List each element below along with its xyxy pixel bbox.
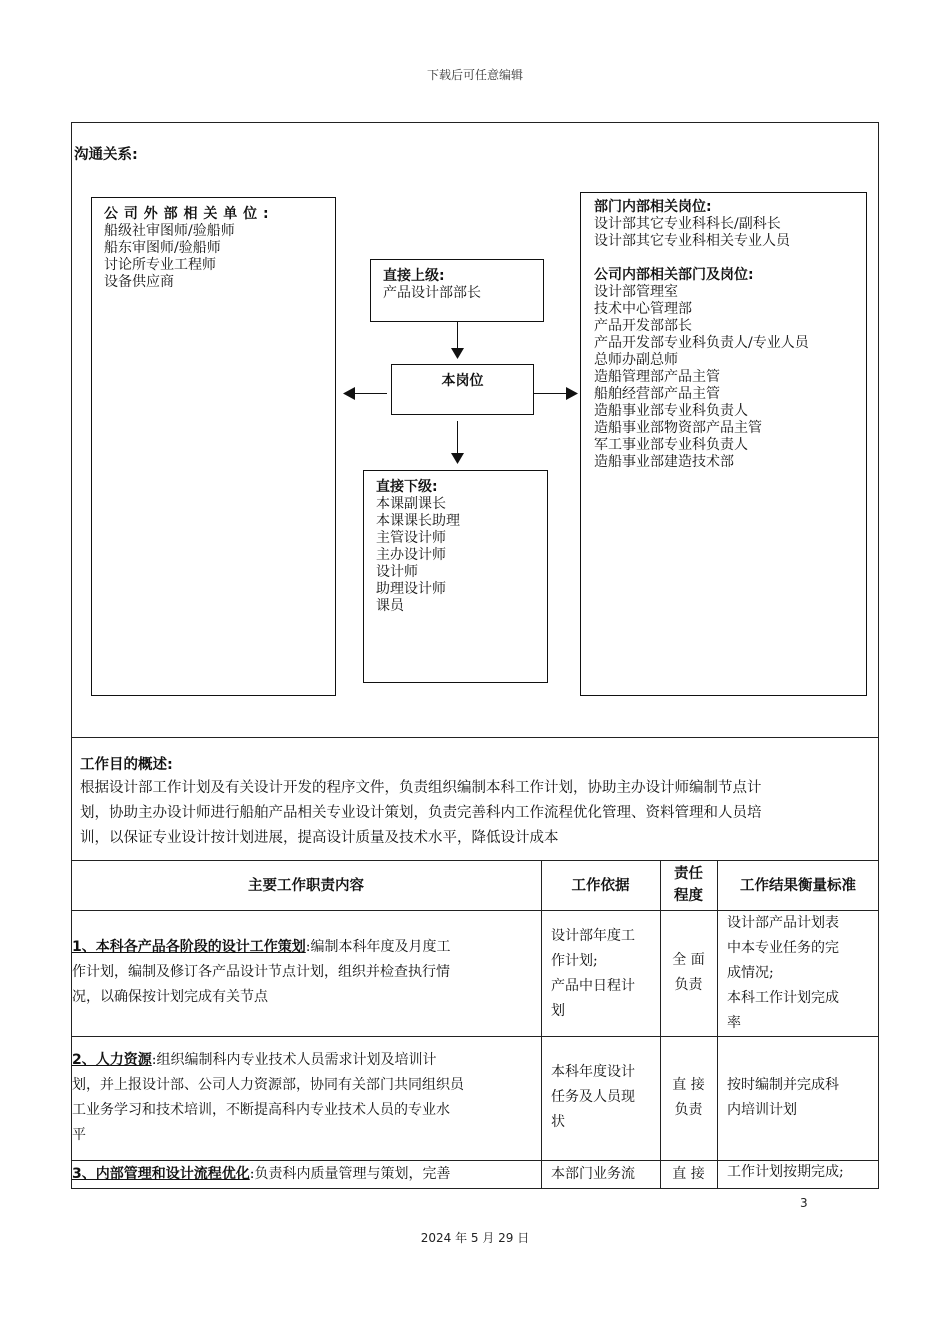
row-1-resp-line: 全 面 bbox=[672, 952, 705, 968]
col-divider-1 bbox=[541, 860, 542, 1189]
row-3-content bbox=[72, 1162, 538, 1187]
row-1-resp-line: 负责 bbox=[674, 977, 703, 993]
company-internal-item: 造船管理部产品主管 bbox=[594, 369, 720, 385]
direct-superior-title: 直接上级: bbox=[383, 268, 445, 284]
subordinate-item: 本课课长助理 bbox=[376, 513, 460, 529]
header-responsibility-line-1: 责任 bbox=[674, 866, 703, 882]
arrow-down-2-head bbox=[451, 453, 464, 465]
arrow-down-2 bbox=[457, 421, 458, 454]
arrow-down-1-head bbox=[451, 348, 464, 360]
communication-title: 沟通关系: bbox=[74, 147, 138, 163]
row-2-line: :组织编制科内专业技术人员需求计划及培训计 bbox=[151, 1052, 437, 1068]
purpose-line: 划，协助主办设计师进行船舶产品相关专业设计策划，负责完善科内工作流程优化管理、资料管理和人员培 bbox=[80, 805, 762, 821]
row-2-resp-line: 负责 bbox=[674, 1102, 703, 1118]
row-2-line: 工业务学习和技术培训，不断提高科内专业技术人员的专业水 bbox=[72, 1102, 450, 1118]
direct-subordinate-box bbox=[363, 470, 548, 683]
external-unit-item: 讨论所专业工程师 bbox=[104, 257, 216, 273]
row-2-content bbox=[72, 1048, 538, 1148]
subordinate-item: 设计师 bbox=[376, 564, 418, 580]
subordinate-item: 主管设计师 bbox=[376, 530, 446, 546]
company-internal-item: 造船事业部建造技术部 bbox=[594, 454, 734, 470]
row-1-basis-line: 划 bbox=[551, 1003, 565, 1019]
header-responsibility-line-2: 程度 bbox=[674, 888, 703, 904]
row-1-basis-line: 产品中日程计 bbox=[551, 978, 635, 994]
row-2-standard bbox=[727, 1073, 839, 1123]
row-2-standard-line: 内培训计划 bbox=[727, 1102, 797, 1118]
row-1-line: 作计划，编制及修订各产品设计节点计划，组织并检查执行情 bbox=[72, 964, 450, 980]
dept-internal-title: 部门内部相关岗位: bbox=[594, 199, 712, 215]
row-3-title: 3、内部管理和设计流程优化 bbox=[72, 1166, 250, 1182]
purpose-title: 工作目的概述: bbox=[80, 757, 173, 773]
company-internal-item: 军工事业部专业科负责人 bbox=[594, 437, 748, 453]
divider-communication bbox=[71, 737, 879, 738]
company-internal-item: 产品开发部专业科负责人/专业人员 bbox=[594, 335, 809, 351]
purpose-line: 训，以保证专业设计按计划进展，提高设计质量及技术水平，降低设计成本 bbox=[80, 830, 559, 846]
row-1-content bbox=[72, 935, 538, 1010]
arrow-down-1 bbox=[457, 322, 458, 349]
row-2-resp-line: 直 接 bbox=[672, 1077, 705, 1093]
row-1-title: 1、本科各产品各阶段的设计工作策划 bbox=[72, 939, 306, 955]
row-1-basis-line: 设计部年度工 bbox=[551, 928, 635, 944]
external-unit-item: 设备供应商 bbox=[104, 274, 174, 290]
company-internal-item: 技术中心管理部 bbox=[594, 301, 692, 317]
direct-superior-box bbox=[370, 259, 544, 322]
direct-superior-item: 产品设计部部长 bbox=[383, 285, 481, 301]
header-standard: 工作结果衡量标准 bbox=[740, 878, 856, 894]
page-number: 3 bbox=[800, 1196, 808, 1210]
row-2-basis-line: 状 bbox=[551, 1114, 565, 1130]
row-1-basis bbox=[551, 924, 635, 1024]
row-2-line: 平 bbox=[72, 1127, 86, 1143]
row-1-standard-line: 率 bbox=[727, 1015, 741, 1031]
row-3-resp-line: 直 接 bbox=[672, 1166, 705, 1182]
row-2-line: 划，并上报设计部、公司人力资源部，协同有关部门共同组织员 bbox=[72, 1077, 464, 1093]
internal-related-box bbox=[580, 192, 867, 696]
row-3-basis bbox=[551, 1162, 635, 1187]
arrow-right-head bbox=[566, 387, 578, 400]
row-1-line: :编制本科年度及月度工 bbox=[305, 939, 451, 955]
dept-internal-item: 设计部其它专业科相关专业人员 bbox=[594, 233, 790, 249]
external-units-box bbox=[91, 197, 336, 696]
row-1-standard bbox=[727, 911, 839, 1036]
row-3-basis-line: 本部门业务流 bbox=[551, 1166, 635, 1182]
company-internal-item: 产品开发部部长 bbox=[594, 318, 692, 334]
divider-purpose bbox=[71, 860, 879, 861]
purpose-text bbox=[80, 776, 875, 851]
company-internal-item: 船舶经营部产品主管 bbox=[594, 386, 720, 402]
subordinate-item: 课员 bbox=[376, 598, 404, 614]
row-3-responsibility bbox=[660, 1162, 717, 1187]
row-1-basis-line: 作计划; bbox=[551, 953, 598, 969]
row-3-standard bbox=[727, 1160, 844, 1185]
col-divider-3 bbox=[717, 860, 718, 1189]
this-position-title: 本岗位 bbox=[441, 373, 484, 389]
row-3-line: :负责科内质量管理与策划，完善 bbox=[249, 1166, 451, 1182]
row-3-standard-line: 工作计划按期完成; bbox=[727, 1164, 844, 1180]
header-duties: 主要工作职责内容 bbox=[248, 878, 364, 894]
subordinate-item: 主办设计师 bbox=[376, 547, 446, 563]
row-2-basis bbox=[551, 1060, 635, 1135]
row-1-line: 况，以确保按计划完成有关节点 bbox=[72, 989, 268, 1005]
dept-internal-item: 设计部其它专业科科长/副科长 bbox=[594, 216, 781, 232]
row-2-title: 2、人力资源 bbox=[72, 1052, 152, 1068]
col-divider-2 bbox=[660, 860, 661, 1189]
row-2-responsibility bbox=[660, 1073, 717, 1123]
company-internal-item: 设计部管理室 bbox=[594, 284, 678, 300]
header-basis: 工作依据 bbox=[571, 878, 630, 894]
row-2-standard-line: 按时编制并完成科 bbox=[727, 1077, 839, 1093]
arrow-right bbox=[534, 393, 566, 394]
company-internal-title: 公司内部相关部门及岗位: bbox=[594, 267, 754, 283]
external-units-title: 公 司 外 部 相 关 单 位 : bbox=[104, 206, 270, 222]
external-unit-item: 船东审图师/验船师 bbox=[104, 240, 221, 256]
row-2-basis-line: 本科年度设计 bbox=[551, 1064, 635, 1080]
row-2-basis-line: 任务及人员现 bbox=[551, 1089, 635, 1105]
direct-subordinate-title: 直接下级: bbox=[376, 479, 438, 495]
row-1-standard-line: 中本专业任务的完 bbox=[727, 940, 839, 956]
row-1-standard-line: 本科工作计划完成 bbox=[727, 990, 839, 1006]
arrow-left-head bbox=[343, 387, 355, 400]
this-position-box bbox=[391, 364, 534, 415]
header-responsibility bbox=[660, 863, 717, 907]
company-internal-item: 造船事业部专业科负责人 bbox=[594, 403, 748, 419]
subordinate-item: 助理设计师 bbox=[376, 581, 446, 597]
header-note: 下载后可任意编辑 bbox=[426, 68, 523, 82]
company-internal-item: 总师办副总师 bbox=[594, 352, 678, 368]
company-internal-item: 造船事业部物资部产品主管 bbox=[594, 420, 762, 436]
purpose-line: 根据设计部工作计划及有关设计开发的程序文件，负责组织编制本科工作计划，协助主办设计师编制节点计 bbox=[80, 780, 762, 796]
subordinate-item: 本课副课长 bbox=[376, 496, 446, 512]
row-1-responsibility bbox=[660, 948, 717, 998]
external-unit-item: 船级社审图师/验船师 bbox=[104, 223, 235, 239]
row-1-standard-line: 成情况; bbox=[727, 965, 774, 981]
arrow-left bbox=[354, 393, 387, 394]
row-1-standard-line: 设计部产品计划表 bbox=[727, 915, 839, 931]
footer-date: 2024 年 5 月 29 日 bbox=[420, 1231, 530, 1245]
divider-row-1 bbox=[71, 1036, 879, 1037]
